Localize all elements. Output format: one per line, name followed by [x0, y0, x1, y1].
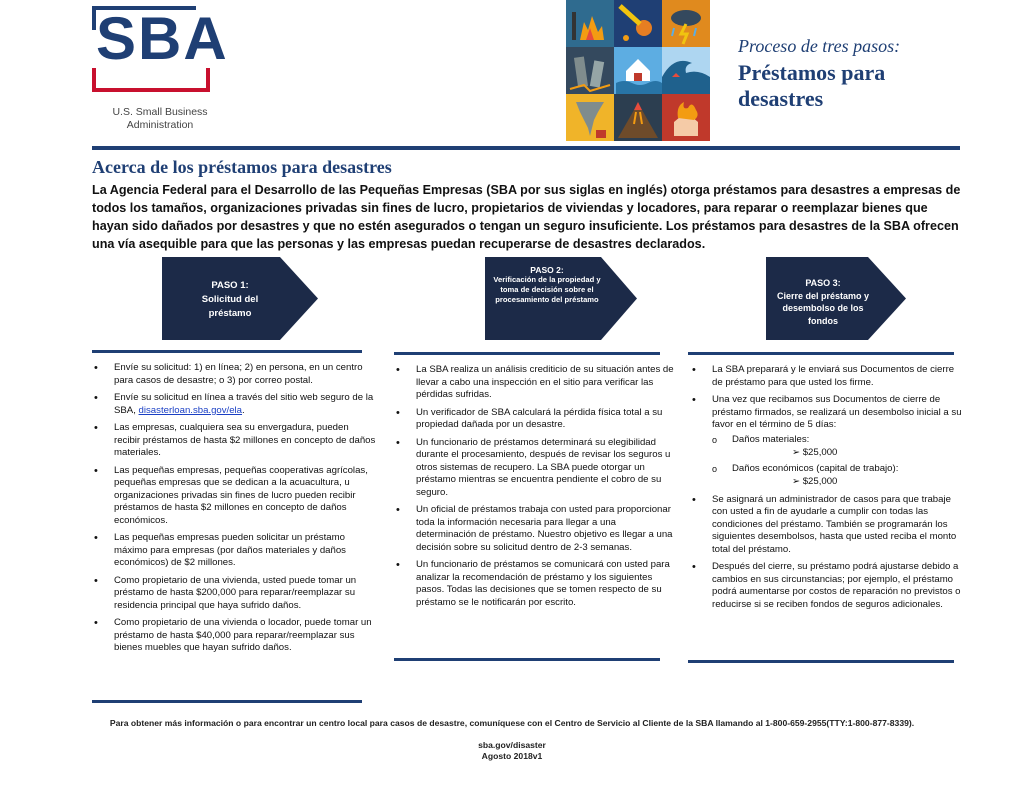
amount-value: ➢ $25,000 [732, 476, 966, 489]
list-item: • Un funcionario de préstamos se comunicará con usted para analizar la recomendación de préstamo y los siguientes pasos. Todas las decisiones que se tomen respecto de su préstamo se le notificarán por escrito. [394, 559, 674, 609]
page-title: Préstamos para desastres [738, 60, 886, 111]
step-3-number: PASO 3: [805, 278, 841, 288]
wildfire-icon [566, 0, 614, 47]
list-item: • Se asignará un administrador de casos para que trabaje con usted a fin de ayudarle a cumplir con todas las condiciones del préstamo. También se programarán los siguientes desembolsos, hasta que usted reciba el monto total del préstamo. [690, 494, 966, 557]
list-item: • Un funcionario de préstamos determinará su elegibilidad durante el procesamiento, después de revisar los seguros u otros sistemas de recupero. La SBA puede otorgar un préstamo mientras se encuentra pendiente el cobro de su seguro. [394, 437, 674, 500]
step-2-title: Verificación de la propiedad y toma de decisión sobre el procesamiento del préstamo [493, 275, 601, 304]
header-divider [92, 146, 960, 150]
volcano-icon [614, 94, 662, 141]
house-fire-icon [662, 94, 710, 141]
step-1-list [92, 362, 376, 660]
list-item: • Como propietario de una vivienda o locador, puede tomar un préstamo de hasta $40,000 para reparar/reemplazar sus bienes muebles que hayan sufrido daños. [92, 617, 376, 655]
tornado-icon [566, 94, 614, 141]
list-item: • Después del cierre, su préstamo podrá ajustarse debido a cambios en sus circunstancias; por ejemplo, el préstamo podrá aumentarse por costos de reparación no previstos o reducirse si se reciben fondos de seguros adicionales. [690, 561, 966, 611]
footer-contact: Para obtener más información o para encontrar un centro local para casos de desastre, comuníquese con el Centro de Servicio al Cliente de la SBA llamando al 1-800-659-2955(TTY:1-800-877-8339). [109, 718, 915, 728]
list-item: • Como propietario de una vivienda, usted puede tomar un préstamo de hasta $200,000 para reparar/reemplazar su residencia principal que haya sufrido daños. [92, 575, 376, 613]
step-1-number: PASO 1: [211, 280, 249, 291]
list-item: • Envíe su solicitud: 1) en línea; 2) en persona, en un centro para casos de desastre; o 3) por correo postal. [92, 362, 376, 387]
flood-house-icon [614, 47, 662, 94]
ela-link[interactable]: disasterloan.sba.gov/ela [138, 404, 243, 416]
amount-value: ➢ $25,000 [732, 447, 966, 460]
step-3-title: Cierre del préstamo y desembolso de los fondos [776, 290, 870, 326]
step-2-arrow [485, 257, 637, 340]
column-3-bottom-rule [688, 660, 954, 663]
list-item: • La SBA preparará y le enviará sus Documentos de cierre de préstamo para que usted los firme. [690, 364, 966, 389]
earthquake-icon [566, 47, 614, 94]
tsunami-icon [662, 47, 710, 94]
list-item: • Las pequeñas empresas, pequeñas cooperativas agrícolas, pequeñas empresas que se dedican a la acuacultura, u organizaciones privadas sin fines de lucro pueden recibir préstamos de hasta $2 millones en concepto de daños económicos. [92, 465, 376, 528]
step-1-title: Solicitud del préstamo [201, 294, 259, 319]
list-item: • Las empresas, cualquiera sea su envergadura, pueden recibir préstamos de hasta $2 millones en concepto de daños materiales. [92, 422, 376, 460]
footer-site: sba.gov/disaster [478, 740, 546, 750]
sba-logo [92, 5, 229, 96]
section-heading: Acerca de los préstamos para desastres [92, 157, 392, 177]
list-item: • La SBA realiza un análisis crediticio de su situación antes de llevar a cabo una inspección en el sitio para verificar las pérdidas sufridas. [394, 364, 674, 402]
step-3-list [690, 364, 966, 616]
org-name: U.S. Small Business Administration [112, 106, 208, 131]
step-2-list [394, 364, 674, 614]
list-item: • Las pequeñas empresas pueden solicitar un préstamo máximo para empresas (por daños materiales y daños económicos) de $2 millones. [92, 532, 376, 570]
storm-cloud-icon [662, 0, 710, 47]
step-2-number: PASO 2: [530, 265, 564, 275]
list-item: • Envíe su solicitud en línea a través del sitio web seguro de la SBA, disasterloan.sba.gov/ela. [92, 392, 376, 417]
list-item: o Daños económicos (capital de trabajo): ➢ $25,000 [712, 463, 966, 489]
step-1-arrow [162, 257, 318, 340]
step-3-arrow [766, 257, 906, 340]
column-3-top-rule [688, 352, 954, 355]
disbursement-list [712, 434, 966, 489]
subtitle: Proceso de tres pasos: [738, 36, 901, 56]
meteor-icon [614, 0, 662, 47]
list-item: • Un oficial de préstamos trabaja con usted para proporcionar toda la información necesaria para llegar a una determinación de préstamo. Nuestro objetivo es llegar a una decisión sobre su solicitud dentro de 2-3 semanas. [394, 504, 674, 554]
column-2-bottom-rule [394, 658, 660, 661]
list-item: o Daños materiales: ➢ $25,000 [712, 434, 966, 460]
column-2-top-rule [394, 352, 660, 355]
list-item: • Un verificador de SBA calculará la pérdida física total a su propiedad dañada por un desastre. [394, 407, 674, 432]
intro-paragraph: La Agencia Federal para el Desarrollo de las Pequeñas Empresas (SBA por sus siglas en inglés) otorga préstamos para desastres a empresas de todos los tamaños, organizaciones privadas sin fines de lucro, propietarios de viviendas y locadores, para reparar o reemplazar bienes que hayan sido dañados por desastres y que no estén asegurados o tengan un seguro insuficiente. Los préstamos para desastres de la SBA ofrecen una vía asequible para que las personas y las empresas puedan recuperarse de desastres declarados. [92, 183, 961, 251]
disaster-icon-grid [566, 0, 710, 142]
footer-version: Agosto 2018v1 [481, 751, 543, 761]
logo-text: SBA [96, 5, 229, 72]
column-1-bottom-rule [92, 700, 362, 703]
list-item: • Una vez que recibamos sus Documentos de cierre de préstamo firmados, se realizará un desembolso inicial a su favor en el término de 5 días: o Daños materiales: ➢ $25,000 o Daños económicos (capital de trabajo): ➢ $25,000 [690, 394, 966, 489]
column-1-top-rule [92, 350, 362, 353]
